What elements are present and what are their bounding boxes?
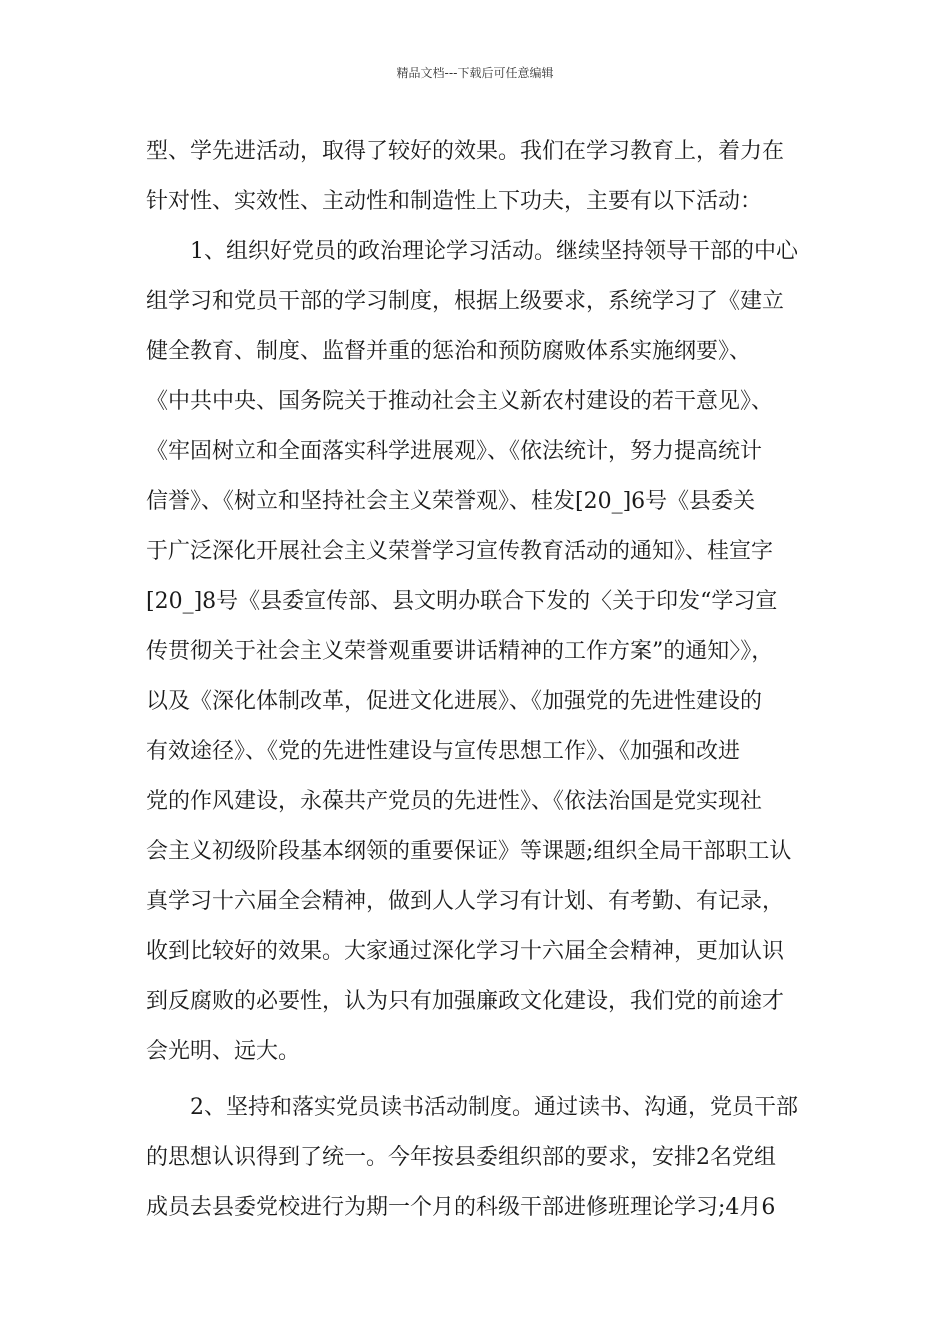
text-line: 成员去县委党校进行为期一个月的科级干部进修班理论学习;4月6 xyxy=(146,1195,776,1220)
text-line: 以及《深化体制改革，促进文化进展》、《加强党的先进性建设的 xyxy=(146,689,763,714)
text-line: 到反腐败的必要性，认为只有加强廉政文化建设，我们党的前途才 xyxy=(146,989,785,1014)
text-line: 会光明、远大。 xyxy=(146,1039,301,1064)
text-line: 收到比较好的效果。大家通过深化学习十六届全会精神，更加认识 xyxy=(146,939,785,964)
document-body xyxy=(146,131,810,1237)
text-line: 真学习十六届全会精神，做到人人学习有计划、有考勤、有记录， xyxy=(146,889,785,914)
paragraph-start-line: 2、坚持和落实党员读书活动制度。通过读书、沟通，党员干部 xyxy=(190,1095,798,1120)
text-line: 针对性、实效性、主动性和制造性上下功夫，主要有以下活动： xyxy=(146,189,763,214)
text-line: 的思想认识得到了统一。今年按县委组织部的要求，安排2名党组 xyxy=(146,1145,776,1170)
text-line: 《中共中央、国务院关于推动社会主义新农村建设的若干意见》、 xyxy=(146,389,774,414)
text-line: [20_]8号《县委宣传部、县文明办联合下发的〈关于印发“学习宣 xyxy=(146,589,778,614)
text-line: 有效途径》、《党的先进性建设与宣传思想工作》、《加强和改进 xyxy=(146,739,741,764)
text-line: 信誉》、《树立和坚持社会主义荣誉观》、桂发[20_]6号《县委关 xyxy=(146,489,756,514)
page-header: 精品文档---下载后可任意编辑 xyxy=(396,66,554,80)
text-line: 健全教育、制度、监督并重的惩治和预防腐败体系实施纲要》、 xyxy=(146,339,752,364)
text-line: 党的作风建设，永葆共产党员的先进性》、《依法治国是党实现社 xyxy=(146,789,763,814)
text-line: 传贯彻关于社会主义荣誉观重要讲话精神的工作方案”的通知〉》， xyxy=(146,639,774,664)
paragraph-start-line: 1、组织好党员的政治理论学习活动。继续坚持领导干部的中心 xyxy=(190,239,798,264)
text-line: 《牢固树立和全面落实科学进展观》、《依法统计，努力提高统计 xyxy=(146,439,763,464)
text-line: 组学习和党员干部的学习制度，根据上级要求，系统学习了《建立 xyxy=(146,289,785,314)
text-line: 会主义初级阶段基本纲领的重要保证》等课题;组织全局干部职工认 xyxy=(146,839,792,864)
text-line: 型、学先进活动，取得了较好的效果。我们在学习教育上，着力在 xyxy=(146,139,785,164)
text-line: 于广泛深化开展社会主义荣誉学习宣传教育活动的通知》、桂宣字 xyxy=(146,539,774,564)
